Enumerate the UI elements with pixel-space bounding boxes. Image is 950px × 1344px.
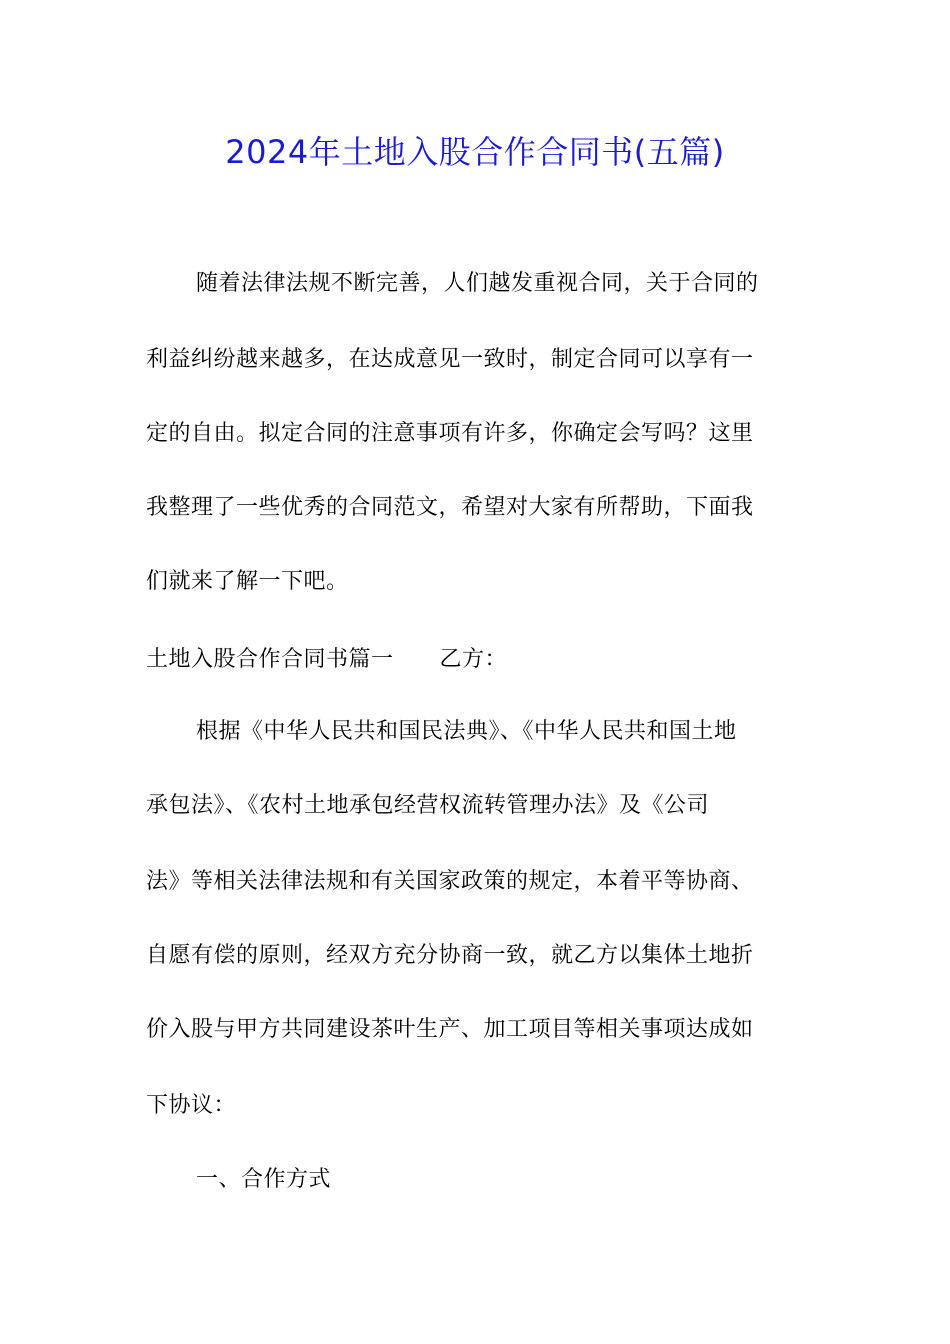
intro-line: 我整理了一些优秀的合同范文，希望对大家有所帮助，下面我 [146, 495, 754, 520]
body-line: 根据《中华人民共和国民法典》、《中华人民共和国土地 [196, 719, 737, 744]
party-b-label: 乙方： [439, 647, 508, 672]
intro-line: 随着法律法规不断完善，人们越发重视合同，关于合同的 [196, 271, 759, 296]
body-line: 价入股与甲方共同建设茶叶生产、加工项目等相关事项达成如 [146, 1017, 754, 1042]
intro-line: 们就来了解一下吧。 [146, 569, 349, 594]
body-line: 法》等相关法律法规和有关国家政策的规定，本着平等协商、 [146, 869, 754, 894]
clause-heading: 一、合作方式 [196, 1167, 332, 1192]
body-line: 承包法》、《农村土地承包经营权流转管理办法》及《公司 [146, 793, 710, 818]
intro-line: 利益纠纷越来越多，在达成意见一致时，制定合同可以享有一 [146, 347, 754, 372]
section-title: 土地入股合作合同书篇一 [146, 647, 394, 672]
body-line: 自愿有偿的原则，经双方充分协商一致，就乙方以集体土地折 [146, 943, 754, 968]
intro-line: 定的自由。拟定合同的注意事项有许多，你确定会写吗？这里 [146, 421, 754, 446]
body-line: 下协议： [146, 1093, 237, 1118]
document-title: 2024年土地入股合作合同书(五篇) [225, 133, 725, 171]
section-heading-line [146, 640, 806, 680]
